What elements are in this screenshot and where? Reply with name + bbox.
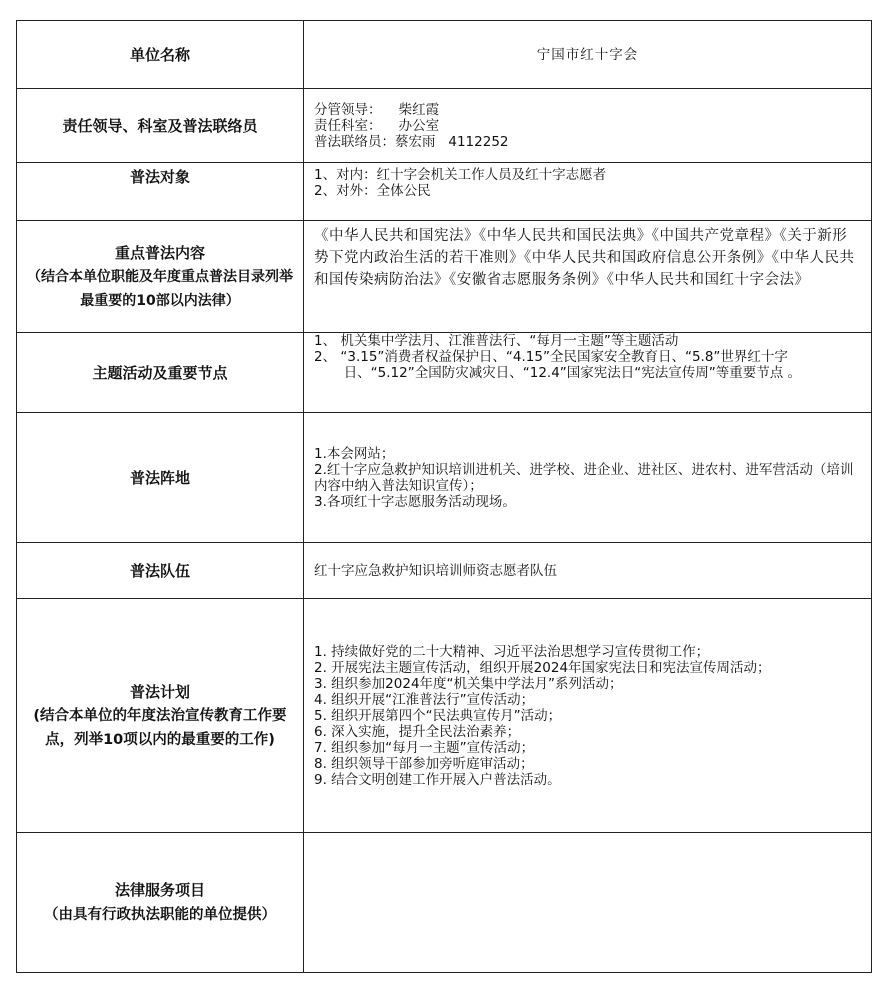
- target-line: 2、对外：全体公民: [314, 183, 431, 199]
- row-service: [17, 833, 872, 973]
- venue-line: 3.各项红十字志愿服务活动现场。: [314, 493, 516, 510]
- target-line: 1、对内：红十字会机关工作人员及红十字志愿者: [314, 167, 607, 183]
- team-label: 普法队伍: [17, 543, 304, 599]
- plan-item: 7. 组织参加“每月一主题”宣传活动；: [314, 739, 535, 756]
- row-unit: [17, 21, 872, 89]
- plan-item: 2. 开展宪法主题宣传活动，组织开展2024年国家宪法日和宪法宣传周活动；: [314, 659, 771, 676]
- row-leaders: [17, 89, 872, 163]
- row-team: [17, 543, 872, 599]
- row-venue: [17, 413, 872, 543]
- target-value: [304, 163, 872, 221]
- content-value: 《中华人民共和国宪法》《中华人民共和国民法典》《中国共产党章程》《关于新形势下党内政治生活的若干准则》《中华人民共和国政府信息公开条例》《中华人民共和国传染病防治法》《安徽省志愿服务条例》《中华人民共和国红十字会法》: [304, 221, 872, 333]
- service-title: 法律服务项目: [114, 880, 205, 899]
- plan-sublabel: (结合本单位的年度法治宣传教育工作要点，列举10项以内的最重要的工作): [33, 707, 287, 748]
- unit-label: 单位名称: [17, 21, 304, 89]
- plan-item: 5. 组织开展第四个“民法典宣传月”活动；: [314, 707, 562, 724]
- office-line: 责任科室： 办公室: [314, 117, 440, 134]
- service-label: [17, 833, 304, 973]
- unit-name-value: 宁国市红十字会: [304, 21, 872, 89]
- content-sublabel: （结合本单位职能及年度重点普法目录列举最重要的10部以内法律）: [27, 268, 293, 309]
- row-content: [17, 221, 872, 333]
- row-activities: [17, 333, 872, 413]
- venue-label: 普法阵地: [17, 413, 304, 543]
- venue-value: [304, 413, 872, 543]
- venue-line: 1.本会网站；: [314, 445, 395, 462]
- liaison-line: 普法联络员：蔡宏雨 4112252: [314, 133, 509, 150]
- legal-publicity-table: [16, 20, 872, 973]
- plan-item: 1. 持续做好党的二十大精神、习近平法治思想学习宣传贯彻工作；: [314, 643, 710, 660]
- content-label: [17, 221, 304, 333]
- content-title: 重点普法内容: [114, 243, 205, 262]
- activity-line: 2、 “3.15”消费者权益保护日、“4.15”全民国家安全教育日、“5.8”世界红十字日、“5.12”全国防灾减灾日、“12.4”国家宪法日“宪法宣传周”等重要节点 。: [314, 349, 802, 381]
- plan-value: [304, 599, 872, 833]
- activities-value: [304, 333, 872, 413]
- target-label: 普法对象: [17, 163, 304, 221]
- activity-line: 1、 机关集中学法月、江淮普法行、“每月一主题”等主题活动: [314, 333, 679, 349]
- plan-label: [17, 599, 304, 833]
- service-sublabel: （由具有行政执法职能的单位提供）: [44, 906, 276, 923]
- venue-line: 2.红十字应急救护知识培训进机关、进学校、进企业、进社区、进农村、进军营活动（培训内容中纳入普法知识宣传）；: [314, 461, 854, 494]
- plan-item: 8. 组织领导干部参加旁听庭审活动；: [314, 755, 534, 772]
- leaders-value: [304, 89, 872, 163]
- plan-title: 普法计划: [129, 682, 190, 701]
- plan-item: 3. 组织参加2024年度“机关集中学法月”系列活动；: [314, 675, 623, 692]
- row-target: [17, 163, 872, 221]
- plan-item: 9. 结合文明创建工作开展入户普法活动。: [314, 771, 561, 788]
- team-value: 红十字应急救护知识培训师资志愿者队伍: [304, 543, 872, 599]
- plan-item: 4. 组织开展“江淮普法行”宣传活动；: [314, 691, 535, 708]
- service-value: [304, 833, 872, 973]
- row-plan: [17, 599, 872, 833]
- plan-item: 6. 深入实施，提升全民法治素养；: [314, 723, 521, 740]
- activities-label: 主题活动及重要节点: [17, 333, 304, 413]
- leader-line: 分管领导： 柴红霞: [314, 101, 440, 118]
- leaders-label: 责任领导、科室及普法联络员: [17, 89, 304, 163]
